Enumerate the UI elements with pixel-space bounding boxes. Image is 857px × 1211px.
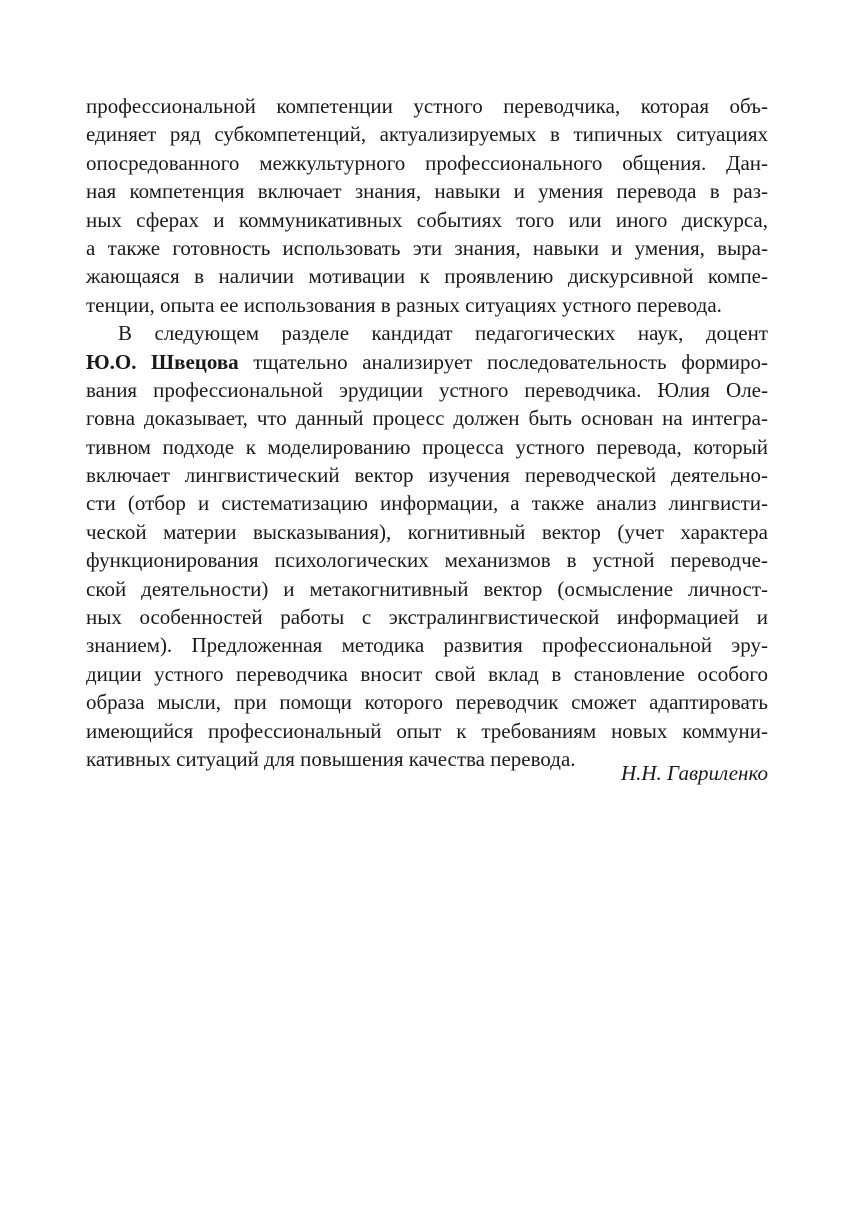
text-line: включает лингвистический вектор изучения переводческой деятельно- — [86, 463, 768, 488]
text-line: функционирования психологических механизмов в устной переводче- — [86, 548, 768, 573]
text-line: жающаяся в наличии мотивации к проявлению дискурсивной компе- — [86, 264, 768, 289]
text-fragment: тщательно анализирует последовательность формиро- — [238, 349, 768, 374]
text-line: знанием). Предложенная методика развития профессиональной эру- — [86, 633, 768, 658]
text-line: вания профессиональной эрудиции устного переводчика. Юлия Оле- — [86, 377, 768, 402]
text-line: диции устного переводчика вносит свой вклад в становление особого — [86, 661, 768, 686]
text-line: говна доказывает, что данный процесс должен быть основан на интегра- — [86, 406, 768, 431]
text-line: ческой материи высказывания), когнитивный вектор (учет характера — [86, 519, 768, 544]
text-line: кативных ситуаций для повышения качества перевода. — [86, 746, 576, 771]
text-line: ных сферах и коммуникативных событиях того или иного дискурса, — [86, 207, 768, 232]
page-body — [86, 92, 768, 773]
text-line: тенции, опыта ее использования в разных ситуациях устного перевода. — [86, 292, 722, 317]
signature: Н.Н. Гавриленко — [620, 761, 768, 785]
text-line: сти (отбор и систематизацию информации, а также анализ лингвисти- — [86, 491, 768, 516]
paragraph-1 — [86, 92, 768, 319]
text-line: единяет ряд субкомпетенций, актуализируемых в типичных ситуациях — [86, 122, 768, 147]
paragraph-2 — [86, 319, 768, 773]
text-line: имеющийся профессиональный опыт к требованиям новых коммуни- — [86, 718, 768, 743]
text-line: профессиональной компетенции устного переводчика, которая объ- — [86, 94, 768, 118]
text-line-with-author — [86, 348, 768, 376]
text-line: тивном подходе к моделированию процесса устного перевода, который — [86, 434, 768, 459]
author-name: Ю.О. Швецова — [86, 349, 239, 374]
text-line: ской деятельности) и метакогнитивный вектор (осмысление личност- — [86, 576, 768, 601]
text-line: опосредованного межкультурного профессионального общения. Дан- — [86, 150, 768, 175]
text-line: образа мысли, при помощи которого переводчик сможет адаптировать — [86, 690, 768, 715]
text-line: а также готовность использовать эти знания, навыки и умения, выра- — [86, 235, 768, 260]
text-line: В следующем разделе кандидат педагогических наук, доцент — [118, 321, 768, 346]
text-line: ных особенностей работы с экстралингвистической информацией и — [86, 605, 768, 630]
text-line: ная компетенция включает знания, навыки и умения перевода в раз- — [86, 179, 768, 204]
